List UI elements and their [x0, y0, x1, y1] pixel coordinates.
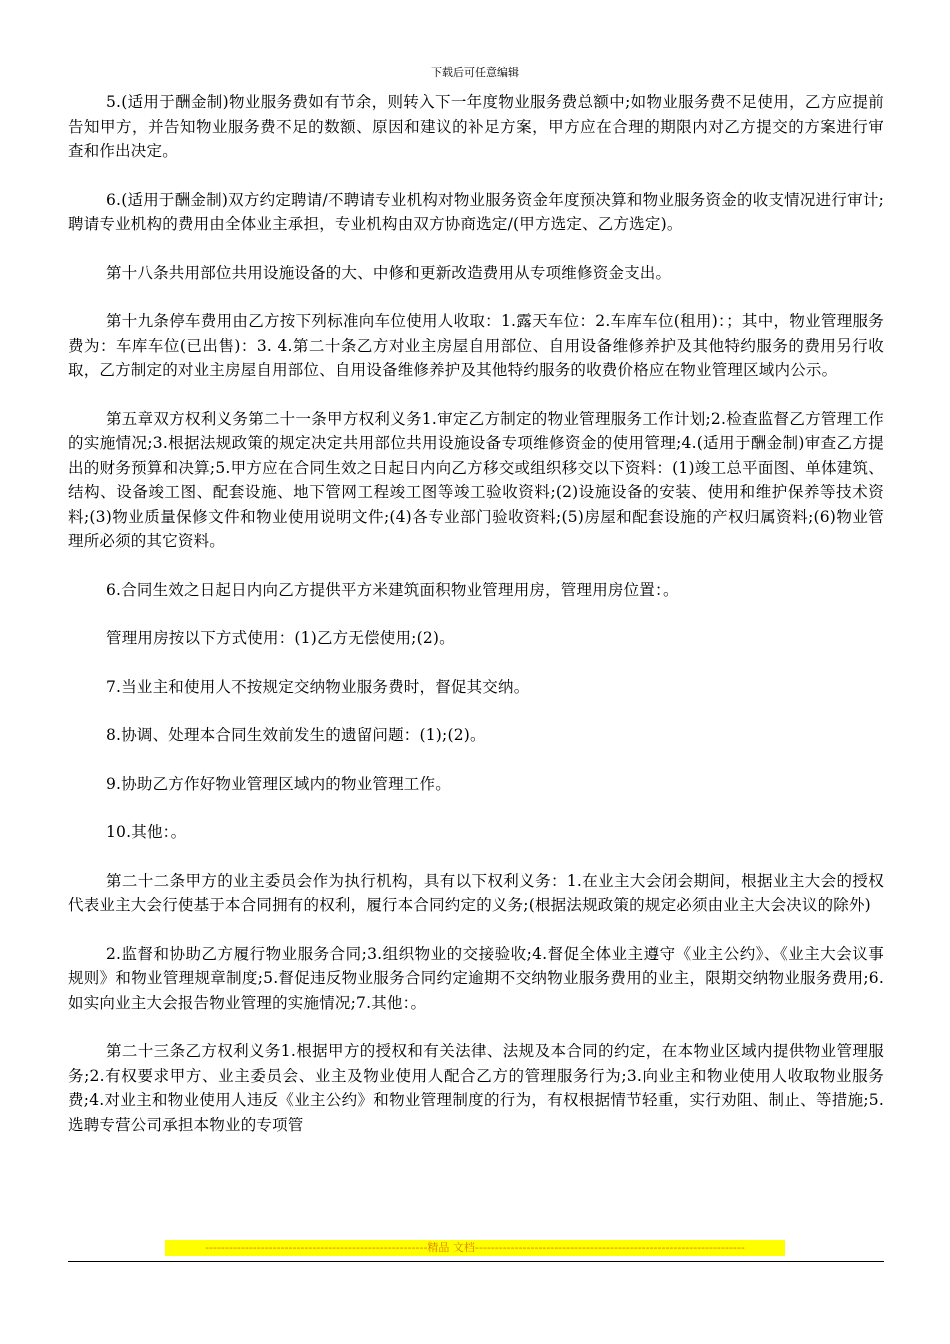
paragraph: 6.(适用于酬金制)双方约定聘请/不聘请专业机构对物业服务资金年度预决算和物业服务资金的收支情况进行审计;聘请专业机构的费用由全体业主承担，专业机构由双方协商选定/(甲方选定、乙方选定)。 [68, 190, 884, 233]
paragraph: 7.当业主和使用人不按规定交纳物业服务费时，督促其交纳。 [106, 677, 530, 696]
page-header: 下载后可任意编辑 [431, 66, 519, 79]
paragraph: 5.(适用于酬金制)物业服务费如有节余，则转入下一年度物业服务费总额中;如物业服务费不足使用，乙方应提前告知甲方，并告知物业服务费不足的数额、原因和建议的补足方案，甲方应在合理的期限内对乙方提交的方案进行审查和作出决定。 [68, 93, 884, 160]
paragraph: 8.协调、处理本合同生效前发生的遗留问题：(1);(2)。 [106, 726, 486, 744]
paragraph: 管理用房按以下方式使用：(1)乙方无偿使用;(2)。 [106, 629, 455, 647]
document-body [68, 90, 884, 1161]
footer-divider [68, 1261, 884, 1262]
paragraph: 第十九条停车费用由乙方按下列标准向车位使用人收取：1.露天车位：2.车库车位(租用)：；其中，物业管理服务费为：车库车位(已出售)：3. 4.第二十条乙方对业主房屋自用部位、自用设备维修养护及其他特约服务的费用另行收取，乙方制定的对业主房屋自用部位、自用设备维修养护及其他特约服务的收费价格应在物业管理区域内公示。 [68, 312, 884, 379]
paragraph: 6.合同生效之日起日内向乙方提供平方米建筑面积物业管理用房，管理用房位置：。 [106, 580, 679, 599]
paragraph: 10.其他：。 [106, 823, 187, 841]
footer-banner: --------------------------------------------------------精品 文档-------------------------------------------------------------------- [165, 1240, 785, 1256]
paragraph: 第十八条共用部位共用设施设备的大、中修和更新改造费用从专项维修资金支出。 [106, 263, 672, 282]
paragraph: 第二十二条甲方的业主委员会作为执行机构，具有以下权利义务：1.在业主大会闭会期间，根据业主大会的授权代表业主大会行使基于本合同拥有的权利，履行本合同约定的义务;(根据法规政策的规定必须由业主大会决议的除外) [68, 871, 884, 914]
paragraph: 第二十三条乙方权利义务1.根据甲方的授权和有关法律、法规及本合同的约定，在本物业区域内提供物业管理服务;2.有权要求甲方、业主委员会、业主及物业使用人配合乙方的管理服务行为;3.向业主和物业使用人收取物业服务费;4.对业主和物业使用人违反《业主公约》和物业管理制度的行为，有权根据情节轻重，实行劝阻、制止、等措施;5.选聘专营公司承担本物业的专项管 [68, 1042, 884, 1134]
paragraph: 9.协助乙方作好物业管理区域内的物业管理工作。 [106, 774, 451, 793]
paragraph: 2.监督和协助乙方履行物业服务合同;3.组织物业的交接验收;4.督促全体业主遵守《业主公约》、《业主大会议事规则》和物业管理规章制度;5.督促违反物业服务合同约定逾期不交纳物业服务费用的业主，限期交纳物业服务费用;6.如实向业主大会报告物业管理的实施情况;7.其他：。 [68, 944, 884, 1012]
paragraph: 第五章双方权利义务第二十一条甲方权利义务1.审定乙方制定的物业管理服务工作计划;2.检查监督乙方管理工作的实施情况;3.根据法规政策的规定决定共用部位共用设施设备专项维修资金的使用管理;4.(适用于酬金制)审查乙方提出的财务预算和决算;5.甲方应在合同生效之日起日内向乙方移交或组织移交以下资料：(1)竣工总平面图、单体建筑、结构、设备竣工图、配套设施、地下管网工程竣工图等竣工验收资料;(2)设施设备的安装、使用和维护保养等技术资料;(3)物业质量保修文件和物业使用说明文件;(4)各专业部门验收资料;(5)房屋和配套设施的产权归属资料;(6)物业管理所必须的其它资料。 [68, 409, 884, 550]
